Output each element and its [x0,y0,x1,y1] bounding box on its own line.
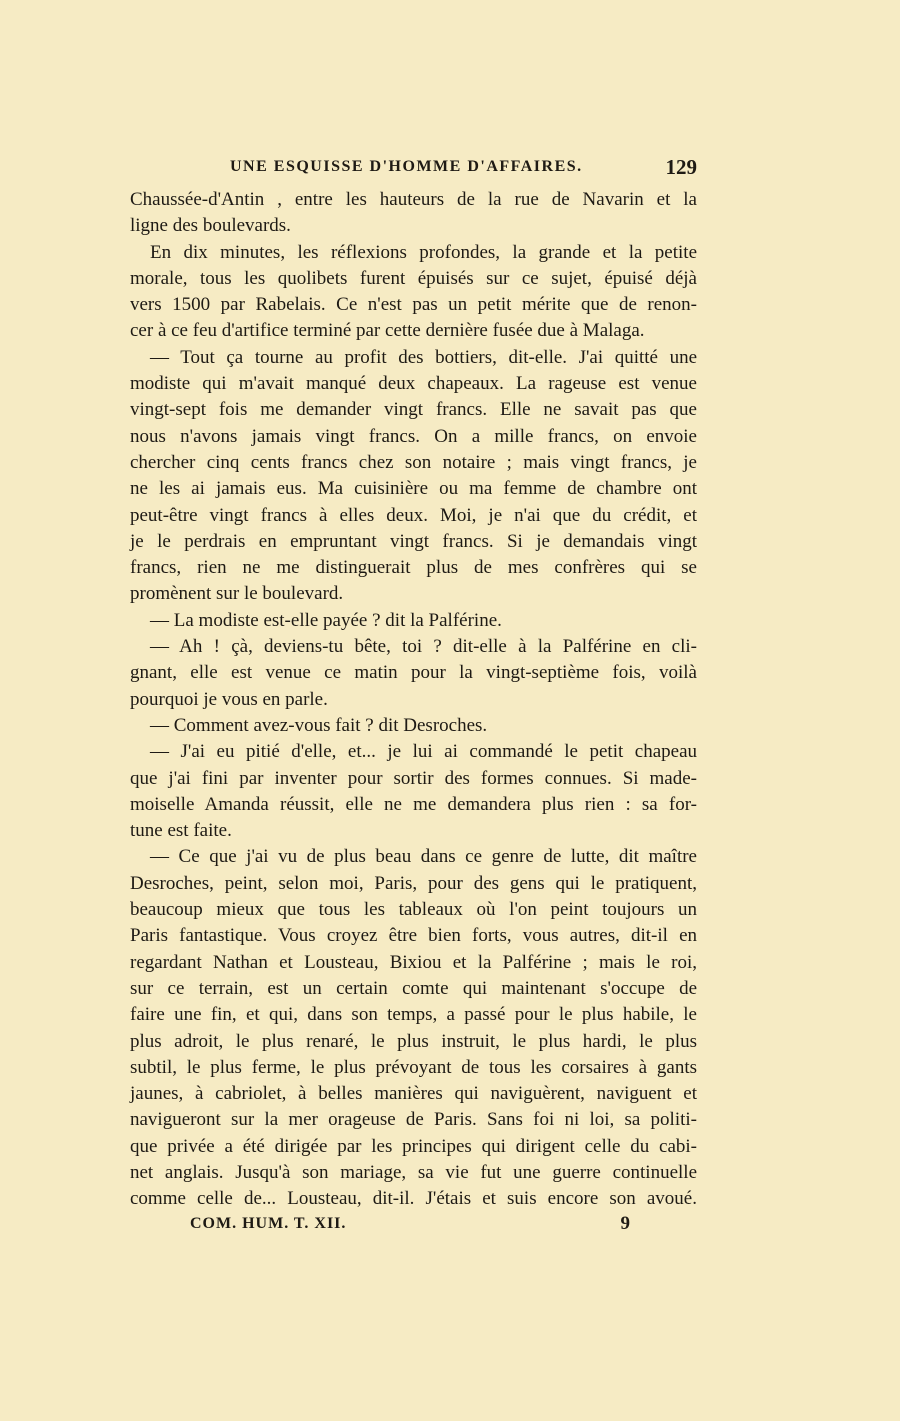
text-line: subtil, le plus ferme, le plus prévoyant de tous les corsaires à gants [130,1056,697,1078]
text-line: faire une fin, et qui, dans son temps, a passé pour le plus habile, le [130,1004,697,1026]
text-line: vingt-sept fois me demander vingt francs. Elle ne savait pas que [130,399,697,421]
text-line: — La modiste est-elle payée ? dit la Palférine. [150,609,502,631]
running-title: UNE ESQUISSE D'HOMME D'AFFAIRES. [230,158,583,175]
text-line: francs, rien ne me distinguerait plus de mes confrères qui se [130,557,697,579]
text-line: — Tout ça tourne au profit des bottiers, dit-elle. J'ai quitté une [150,346,697,368]
text-line: nous n'avons jamais vingt francs. On a mille francs, on envoie [130,425,697,447]
printer-signature: COM. HUM. T. XII. [190,1215,347,1232]
text-line: gnant, elle est venue ce matin pour la vingt-septième fois, voilà [130,662,697,684]
text-line: beaucoup mieux que tous les tableaux où l'on peint toujours un [130,899,697,921]
text-line: Paris fantastique. Vous croyez être bien forts, vous autres, dit-il en [130,925,697,947]
text-line: que privée a été dirigée par les principes qui dirigent celle du cabi- [130,1135,697,1157]
text-line: ligne des boulevards. [130,215,291,237]
text-line: ne les ai jamais eus. Ma cuisinière ou ma femme de chambre ont [130,478,697,500]
text-line: vers 1500 par Rabelais. Ce n'est pas un petit mérite que de renon- [130,294,697,316]
text-line: modiste qui m'avait manqué deux chapeaux. La rageuse est venue [130,373,697,395]
text-line: peut-être vingt francs à elles deux. Moi, je n'ai que du crédit, et [130,504,697,526]
text-line: plus adroit, le plus renaré, le plus instruit, le plus hardi, le plus [130,1030,697,1052]
running-header [230,155,697,184]
text-line: Desroches, peint, selon moi, Paris, pour des gens qui le pratiquent, [130,872,697,894]
text-line: — Ah ! çà, deviens-tu bête, toi ? dit-elle à la Palférine en cli- [150,636,697,658]
text-line: moiselle Amanda réussit, elle ne me demandera plus rien : sa for- [130,793,697,815]
text-line: — Ce que j'ai vu de plus beau dans ce genre de lutte, dit maître [150,846,697,868]
text-line: comme celle de... Lousteau, dit-il. J'étais et suis encore son avoué. [130,1188,697,1210]
text-line: jaunes, à cabriolet, à belles manières qui naviguèrent, naviguent et [130,1083,697,1105]
text-line: regardant Nathan et Lousteau, Bixiou et la Palférine ; mais le roi, [130,951,697,973]
page-body-text [130,187,697,1213]
text-line: chercher cinq cents francs chez son notaire ; mais vingt francs, je [130,451,697,473]
text-line: je le perdrais en empruntant vingt francs. Si je demandais vingt [130,530,697,552]
text-line: — Comment avez-vous fait ? dit Desroches. [150,714,488,736]
page-number: 129 [665,155,697,179]
text-line: net anglais. Jusqu'à son mariage, sa vie fut une guerre continuelle [130,1161,697,1183]
text-line: En dix minutes, les réflexions profondes, la grande et la petite [150,241,697,263]
text-line: sur ce terrain, est un certain comte qui maintenant s'occupe de [130,977,697,999]
text-line: pourquoi je vous en parle. [130,688,328,710]
text-line: morale, tous les quolibets furent épuisés sur ce sujet, épuisé déjà [130,267,697,289]
text-line: tune est faite. [130,820,232,842]
text-line: cer à ce feu d'artifice terminé par cette dernière fusée due à Malaga. [130,320,645,342]
text-line: navigueront sur la mer orageuse de Paris. Sans foi ni loi, sa politi- [130,1109,697,1131]
text-line: Chaussée-d'Antin , entre les hauteurs de la rue de Navarin et la [130,189,697,210]
text-line: que j'ai fini par inventer pour sortir des formes connues. Si made- [130,767,697,789]
text-line: — J'ai eu pitié d'elle, et... je lui ai commandé le petit chapeau [150,741,697,763]
text-line: promènent sur le boulevard. [130,583,344,605]
sheet-number: 9 [620,1213,630,1234]
